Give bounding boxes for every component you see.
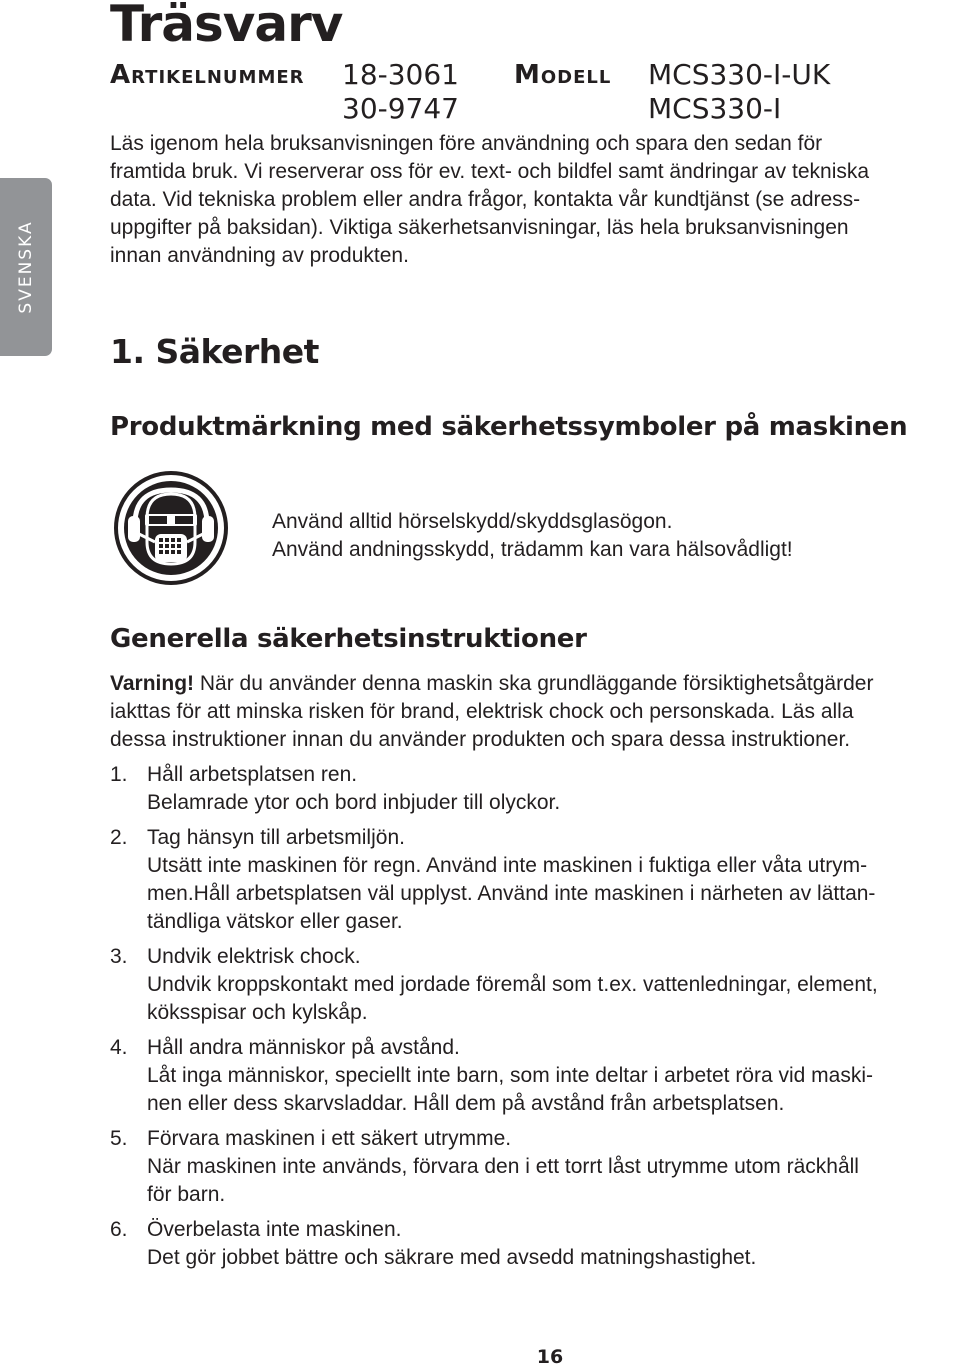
item-line: Utsätt inte maskinen för regn. Använd inte maskinen i fuktiga eller våta utrym- [147,854,868,877]
warning-line: iakttas för att minska risken för brand, elektrisk chock och personskada. Läs alla [110,700,854,723]
item-line: När maskinen inte används, förvara den i ett torrt låst utrymme utom räckhåll [147,1155,859,1178]
list-item [110,761,960,817]
warning-line: dessa instruktioner innan du använder produkten och spara dessa instruktioner. [110,728,851,751]
list-item [110,1125,960,1209]
list-item [110,943,960,1027]
item-line: Förvara maskinen i ett säkert utrymme. [147,1127,512,1150]
instruction-list [110,761,960,1279]
item-number: 1. [110,763,128,786]
list-item [110,1216,960,1272]
intro-line: data. Vid tekniska problem eller andra frågor, kontakta vår kundtjänst (se adress- [110,188,861,211]
symbols-description [272,508,793,564]
item-line: Det gör jobbet bättre och säkrare med avsedd matningshastighet. [147,1246,757,1269]
item-line: Håll andra människor på avstånd. [147,1036,460,1059]
language-tab-label: SVENSKA [16,220,36,314]
item-line: Håll arbetsplatsen ren. [147,763,358,786]
item-number: 2. [110,826,128,849]
intro-line: framtida bruk. Vi reserverar oss för ev. text- och bildfel samt ändringar av tekniska [110,160,870,183]
page-title: Träsvarv [110,0,343,53]
warning-line [110,670,960,698]
general-heading: Generella säkerhetsinstruktioner [110,624,587,654]
article-number-2: 30-9747 [342,92,459,125]
item-line: tändliga vätskor eller gaser. [147,910,403,933]
warning-text: När du använder denna maskin ska grundläggande försiktighetsåtgärder [194,672,874,695]
warning-paragraph [110,670,960,754]
symbol-line: Använd andningsskydd, trädamm kan vara hälsovådligt! [272,538,793,561]
language-tab [0,178,52,356]
page-number: 16 [536,1346,564,1368]
article-number-1: 18-3061 [342,58,459,91]
warning-label: Varning! [110,672,195,695]
intro-line: Läs igenom hela bruksanvisningen före användning och spara den sedan för [110,132,823,155]
list-item [110,1034,960,1118]
item-line: för barn. [147,1183,226,1206]
item-line: men.Håll arbetsplatsen väl upplyst. Använd inte maskinen i närheten av lättan- [147,882,876,905]
protective-equipment-icon [113,470,229,586]
item-line: Låt inga människor, speciellt inte barn, som inte deltar i arbetet röra vid maski- [147,1064,874,1087]
symbol-line: Använd alltid hörselskydd/skyddsglasögon. [272,510,673,533]
model-1: MCS330-I-UK [648,58,831,91]
item-line: Överbelasta inte maskinen. [147,1218,402,1241]
item-line: nen eller dess skarvsladdar. Håll dem på avstånd från arbetsplatsen. [147,1092,785,1115]
item-line: Undvik kroppskontakt med jordade föremål som t.ex. vattenledningar, element, [147,973,878,996]
model-label: Modell [514,60,612,90]
item-line: köksspisar och kylskåp. [147,1001,368,1024]
model-2: MCS330-I [648,92,782,125]
item-line: Tag hänsyn till arbetsmiljön. [147,826,405,849]
article-number-label: Artikelnummer [110,60,305,90]
item-line: Belamrade ytor och bord inbjuder till olyckor. [147,791,561,814]
item-line: Undvik elektrisk chock. [147,945,361,968]
intro-line: uppgifter på baksidan). Viktiga säkerhetsanvisningar, läs hela bruksanvisningen [110,216,849,239]
list-item [110,824,960,936]
item-number: 6. [110,1218,128,1241]
intro-paragraph [110,130,960,270]
item-number: 5. [110,1127,128,1150]
intro-line: innan användning av produkten. [110,244,409,267]
item-number: 4. [110,1036,128,1059]
item-number: 3. [110,945,128,968]
section-heading: 1. Säkerhet [110,332,319,371]
symbols-heading: Produktmärkning med säkerhetssymboler på maskinen [110,412,908,442]
